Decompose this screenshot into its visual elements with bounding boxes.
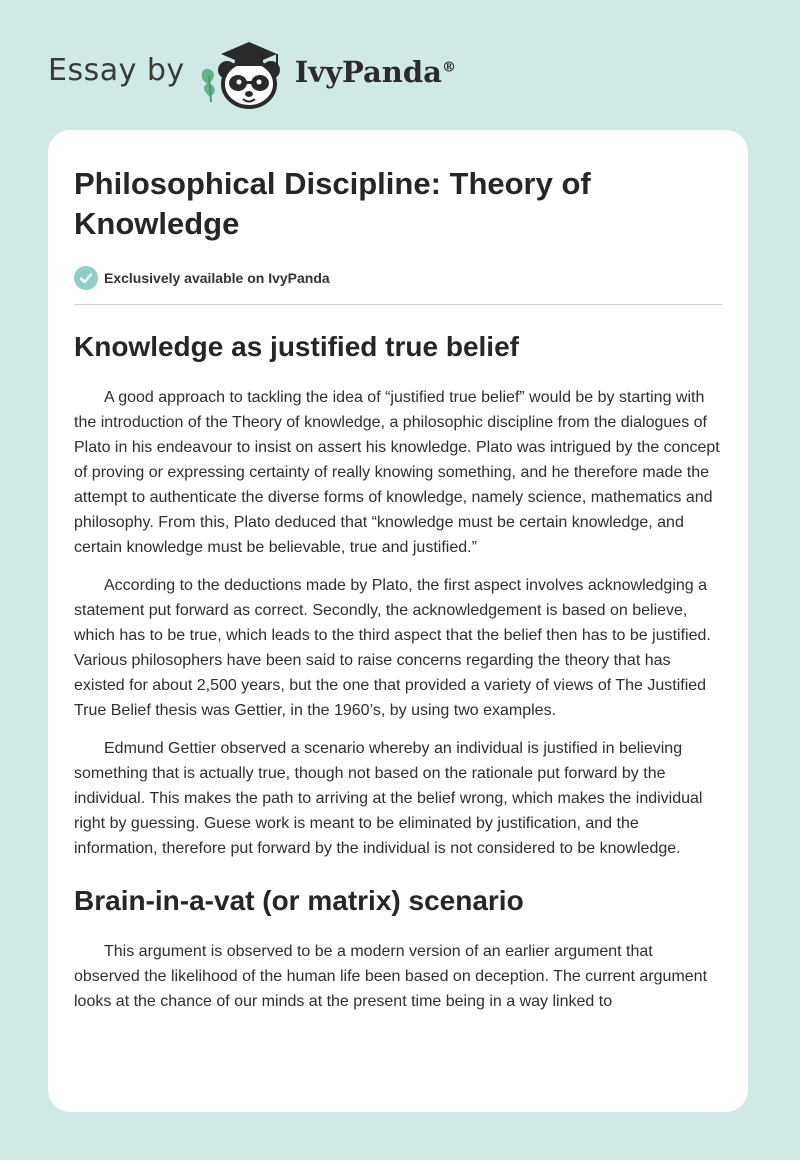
section-heading: Knowledge as justified true belief [74,331,519,362]
essay-card [48,130,748,1112]
section-heading: Brain-in-a-vat (or matrix) scenario [74,885,524,916]
registered-mark: ® [441,59,456,76]
paragraph: Edmund Gettier observed a scenario whereby an individual is justified in believing something that is actually true, though not based on the rationale put forward by the individual. This makes the path to arriving at the belief wrong, which makes the individual right by guessing. Guese work is meant to be eliminated by justification, and the information, therefore put forward by the individual is not considered to be knowledge. [74,740,703,857]
exclusive-badge [74,266,722,305]
paragraph: This argument is observed to be a modern version of an earlier argument that observed the likelihood of the human life been based on deception. The current argument looks at the chance of our minds at the present time being in a way linked to [74,943,708,1010]
panda-graduate-icon [197,36,293,110]
exclusive-label: Exclusively available on IvyPanda [104,270,330,286]
paragraph: According to the deductions made by Plato, the first aspect involves acknowledging a statement put forward as correct. Secondly, the acknowledgement is based on believe, which has to be true, which leads to the third aspect that the belief then has to be justified. Various philosophers have been said to raise concerns regarding the theory that has existed for about 2,500 years, but the one that provided a variety of views of The Justified True Belief thesis was Gettier, in the 1960’s, by using two examples. [74,577,711,719]
essay-by-label: Essay by [48,52,185,88]
ivypanda-logo-text[interactable]: IvyPanda® [294,55,456,89]
page-title: Philosophical Discipline: Theory of Knowledge [74,166,591,241]
paragraph: A good approach to tackling the idea of “justified true belief” would be by starting with the introduction of the Theory of knowledge, a philosophic discipline from the dialogues of Plato in his endeavour to insist on assert his knowledge. Plato was intrigued by the concept of proving or expressing certainty of really knowing something, and he therefore made the attempt to authenticate the diverse forms of knowledge, namely science, mathematics and philosophy. From this, Plato deduced that “knowledge must be certain knowledge, and certain knowledge must be believable, true and justified.” [74,389,720,556]
brand-header [48,36,456,110]
check-circle-icon [74,266,98,290]
